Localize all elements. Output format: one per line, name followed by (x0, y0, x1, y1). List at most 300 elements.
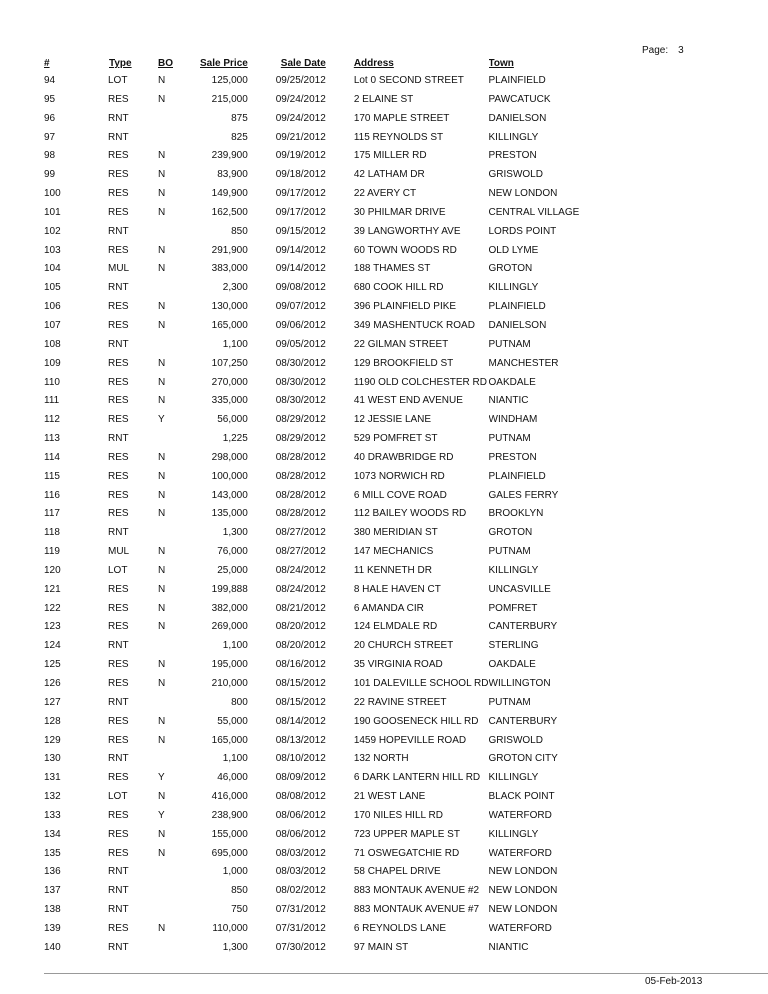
cell-town: DANIELSON (488, 112, 547, 124)
cell-address: 60 TOWN WOODS RD (353, 244, 457, 256)
cell-type: MUL (108, 546, 130, 558)
cell-bo: N (158, 489, 166, 501)
cell-address: 129 BROOKFIELD ST (353, 357, 454, 369)
table-row (44, 562, 589, 581)
cell-price: 210,000 (211, 678, 248, 689)
cell-type: RES (108, 809, 129, 821)
cell-address: 175 MILLER RD (353, 150, 427, 162)
cell-address: 396 PLAINFIELD PIKE (353, 301, 457, 313)
cell-address: 8 HALE HAVEN CT (353, 583, 441, 595)
cell-date: 08/13/2012 (275, 734, 326, 746)
cell-bo: N (158, 791, 166, 803)
cell-price: 215,000 (211, 93, 248, 105)
cell-address: 124 ELMDALE RD (353, 621, 438, 633)
cell-address: 170 MAPLE STREET (353, 112, 450, 124)
cell-date: 08/24/2012 (275, 583, 326, 595)
cell-date: 08/15/2012 (275, 696, 326, 708)
cell-type: RES (108, 734, 129, 746)
cell-bo: N (158, 508, 166, 520)
table-row (44, 449, 589, 468)
cell-address: 1190 OLD COLCHESTER RD (353, 376, 488, 388)
cell-address: 12 JESSIE LANE (353, 414, 432, 426)
cell-address: 723 UPPER MAPLE ST (353, 828, 460, 840)
cell-num: 111 (44, 395, 60, 407)
table-row (44, 637, 589, 656)
cell-town: WATERFORD (488, 847, 552, 859)
table-row (44, 411, 589, 430)
table-row (44, 920, 589, 939)
cell-type: RNT (108, 866, 129, 878)
cell-type: RNT (108, 527, 129, 539)
cell-price: 110,000 (212, 922, 248, 934)
cell-town: BLACK POINT (488, 791, 555, 803)
table-row (44, 788, 589, 807)
cell-address: 41 WEST END AVENUE (353, 395, 463, 407)
table-row (44, 732, 589, 751)
cell-date: 08/30/2012 (275, 376, 326, 388)
cell-address: 20 CHURCH STREET (353, 640, 454, 652)
cell-town: KILLINGLY (488, 564, 539, 576)
cell-type: LOT (108, 791, 128, 803)
cell-type: RES (108, 357, 129, 369)
table-row (44, 185, 589, 204)
cell-type: RES (108, 376, 129, 388)
cell-town: PAWCATUCK (488, 93, 551, 105)
cell-num: 130 (44, 753, 61, 765)
cell-date: 09/21/2012 (275, 131, 326, 143)
cell-price: 125,000 (211, 75, 248, 86)
cell-address: 6 REYNOLDS LANE (353, 922, 447, 934)
cell-price: 335,000 (211, 395, 248, 407)
cell-date: 08/24/2012 (275, 564, 326, 576)
cell-type: RES (108, 621, 129, 633)
table-row (44, 769, 589, 788)
cell-price: 238,900 (211, 809, 248, 821)
cell-address: 101 DALEVILLE SCHOOL RD (353, 678, 489, 689)
cell-price: 383,000 (211, 263, 248, 275)
cell-num: 113 (44, 433, 60, 445)
cell-price: 269,000 (211, 621, 248, 633)
cell-num: 140 (44, 941, 61, 953)
table-row (44, 129, 589, 148)
cell-date: 09/17/2012 (275, 188, 326, 200)
cell-date: 09/18/2012 (275, 169, 326, 181)
table-row (44, 166, 589, 185)
cell-price: 1,300 (222, 941, 248, 953)
cell-price: 143,000 (211, 489, 248, 501)
cell-type: RES (108, 188, 129, 200)
cell-type: RNT (108, 433, 129, 445)
cell-price: 162,500 (211, 206, 248, 218)
cell-bo: N (158, 678, 166, 689)
cell-address: 170 NILES HILL RD (353, 809, 443, 821)
cell-date: 08/08/2012 (275, 791, 326, 803)
cell-type: RES (108, 715, 129, 727)
cell-town: UNCASVILLE (488, 583, 551, 595)
cell-type: RNT (108, 696, 129, 708)
cell-address: 883 MONTAUK AVENUE #7 (353, 904, 480, 916)
cell-num: 101 (44, 206, 61, 218)
cell-date: 09/05/2012 (275, 338, 326, 350)
table-row (44, 713, 589, 732)
table-row (44, 581, 589, 600)
cell-type: RES (108, 508, 129, 520)
cell-date: 08/28/2012 (275, 508, 326, 520)
cell-num: 115 (44, 470, 60, 482)
cell-price: 25,000 (217, 564, 248, 576)
cell-num: 139 (44, 922, 61, 934)
cell-type: RES (108, 169, 129, 181)
cell-type: RES (108, 470, 129, 482)
cell-town: GRISWOLD (488, 169, 543, 181)
cell-price: 750 (231, 904, 248, 916)
col-header-num: # (44, 58, 50, 69)
cell-type: LOT (108, 564, 128, 576)
cell-date: 09/14/2012 (275, 244, 326, 256)
cell-date: 08/06/2012 (275, 809, 326, 821)
cell-num: 124 (44, 640, 61, 652)
cell-bo (158, 901, 200, 920)
cell-town: GROTON (488, 263, 533, 275)
cell-town: WILLINGTON (488, 678, 551, 689)
cell-date: 09/07/2012 (275, 301, 326, 313)
cell-address: 97 MAIN ST (353, 941, 409, 953)
table-row (44, 260, 589, 279)
cell-num: 136 (44, 866, 61, 878)
col-header-date: Sale Date (280, 58, 326, 69)
cell-address: 680 COOK HILL RD (353, 282, 444, 294)
cell-num: 119 (44, 546, 60, 558)
cell-town: CANTERBURY (488, 715, 558, 727)
cell-price: 56,000 (217, 414, 248, 426)
cell-date: 08/16/2012 (275, 659, 326, 671)
cell-bo (158, 223, 200, 242)
cell-town: WATERFORD (488, 922, 552, 934)
cell-price: 416,000 (211, 791, 248, 803)
cell-address: 35 VIRGINIA ROAD (353, 659, 443, 671)
table-row (44, 91, 589, 110)
table-row (44, 845, 589, 864)
cell-date: 08/20/2012 (275, 621, 326, 633)
table-row (44, 468, 589, 487)
table-row (44, 524, 589, 543)
cell-num: 129 (44, 734, 61, 746)
cell-bo: N (158, 621, 166, 633)
cell-town: GRISWOLD (488, 734, 543, 746)
cell-address: 21 WEST LANE (353, 791, 426, 803)
cell-num: 94 (44, 75, 56, 86)
cell-price: 850 (231, 885, 248, 897)
cell-price: 1,100 (222, 753, 248, 765)
table-row (44, 487, 589, 506)
cell-address: 1073 NORWICH RD (353, 470, 445, 482)
cell-price: 165,000 (211, 319, 248, 331)
cell-address: 58 CHAPEL DRIVE (353, 866, 441, 878)
cell-num: 127 (44, 696, 61, 708)
table-row (44, 392, 589, 411)
cell-date: 09/17/2012 (275, 206, 326, 218)
cell-num: 116 (44, 489, 60, 501)
cell-type: RNT (108, 885, 129, 897)
cell-num: 123 (44, 621, 61, 633)
cell-price: 1,300 (222, 527, 248, 539)
cell-address: 147 MECHANICS (353, 546, 434, 558)
table-row (44, 807, 589, 826)
col-header-price: Sale Price (200, 58, 248, 69)
cell-price: 149,900 (211, 188, 248, 200)
cell-address: 30 PHILMAR DRIVE (353, 206, 446, 218)
cell-address: 188 THAMES ST (353, 263, 431, 275)
cell-price: 800 (231, 696, 248, 708)
cell-town: LORDS POINT (488, 225, 557, 237)
cell-town: GROTON CITY (488, 753, 558, 765)
cell-bo: N (158, 319, 166, 331)
table-row (44, 298, 589, 317)
cell-town: KILLINGLY (488, 828, 539, 840)
cell-bo (158, 939, 200, 958)
cell-date: 08/15/2012 (275, 678, 326, 689)
cell-price: 1,100 (222, 640, 248, 652)
table-row (44, 882, 589, 901)
cell-num: 135 (44, 847, 61, 859)
cell-type: RES (108, 451, 129, 463)
cell-bo: N (158, 169, 166, 181)
cell-type: MUL (108, 263, 130, 275)
cell-type: RNT (108, 640, 129, 652)
cell-type: RES (108, 583, 129, 595)
cell-type: RES (108, 678, 129, 689)
cell-type: RES (108, 206, 129, 218)
cell-address: Lot 0 SECOND STREET (353, 75, 464, 86)
table-row (44, 656, 589, 675)
cell-address: 11 KENNETH DR (353, 564, 432, 576)
cell-bo: N (158, 470, 166, 482)
cell-num: 132 (44, 791, 61, 803)
cell-bo: N (158, 150, 166, 162)
cell-date: 08/28/2012 (275, 451, 326, 463)
cell-num: 96 (44, 112, 56, 124)
cell-bo (158, 637, 200, 656)
cell-town: NEW LONDON (488, 188, 558, 200)
table-row (44, 901, 589, 920)
footer-date: 05-Feb-2013 (645, 976, 703, 987)
cell-price: 298,000 (211, 451, 248, 463)
cell-bo: N (158, 301, 166, 313)
cell-town: WINDHAM (488, 414, 538, 426)
cell-price: 107,250 (211, 357, 248, 369)
cell-type: RNT (108, 338, 129, 350)
cell-type: RES (108, 414, 129, 426)
cell-num: 138 (44, 904, 61, 916)
cell-type: RES (108, 395, 129, 407)
cell-bo: N (158, 357, 166, 369)
cell-town: KILLINGLY (488, 772, 539, 784)
cell-price: 382,000 (211, 602, 248, 614)
table-header-row (44, 56, 589, 72)
col-header-bo: BO (158, 58, 173, 69)
cell-bo: N (158, 376, 166, 388)
cell-price: 155,000 (211, 828, 248, 840)
cell-date: 08/10/2012 (275, 753, 326, 765)
cell-date: 08/03/2012 (275, 866, 326, 878)
cell-town: POMFRET (488, 602, 538, 614)
cell-bo: N (158, 847, 166, 859)
cell-town: OLD LYME (488, 244, 539, 256)
cell-price: 55,000 (217, 715, 248, 727)
cell-num: 109 (44, 357, 61, 369)
cell-bo: Y (158, 772, 165, 784)
cell-num: 110 (44, 376, 60, 388)
cell-bo (158, 129, 200, 148)
cell-town: CENTRAL VILLAGE (488, 206, 580, 218)
cell-bo: Y (158, 809, 165, 821)
cell-address: 190 GOOSENECK HILL RD (353, 715, 479, 727)
cell-num: 121 (44, 583, 61, 595)
cell-town: WATERFORD (488, 809, 552, 821)
cell-town: MANCHESTER (488, 357, 559, 369)
cell-address: 42 LATHAM DR (353, 169, 425, 181)
table-row (44, 863, 589, 882)
cell-num: 125 (44, 659, 61, 671)
table-row (44, 72, 589, 91)
cell-price: 1,225 (222, 433, 248, 445)
table-row (44, 600, 589, 619)
cell-date: 08/28/2012 (275, 470, 326, 482)
cell-town: NIANTIC (488, 941, 529, 953)
cell-bo (158, 110, 200, 129)
table-row (44, 543, 589, 562)
cell-town: PUTNAM (488, 546, 531, 558)
cell-date: 08/03/2012 (275, 847, 326, 859)
cell-address: 6 AMANDA CIR (353, 602, 424, 614)
table-row (44, 430, 589, 449)
cell-num: 112 (44, 414, 60, 426)
cell-num: 100 (44, 188, 61, 200)
cell-price: 2,300 (222, 282, 248, 294)
cell-bo: N (158, 659, 166, 671)
cell-date: 09/24/2012 (275, 112, 326, 124)
cell-bo: N (158, 263, 166, 275)
cell-date: 09/08/2012 (275, 282, 326, 294)
cell-num: 103 (44, 244, 61, 256)
cell-town: OAKDALE (488, 376, 536, 388)
cell-type: RES (108, 150, 129, 162)
cell-date: 09/15/2012 (275, 225, 326, 237)
table-row (44, 336, 589, 355)
cell-price: 239,900 (211, 150, 248, 162)
table-row (44, 355, 589, 374)
cell-bo: N (158, 828, 166, 840)
cell-town: STERLING (488, 640, 539, 652)
cell-date: 09/24/2012 (275, 93, 326, 105)
cell-num: 107 (44, 319, 61, 331)
cell-town: BROOKLYN (488, 508, 544, 520)
cell-town: NEW LONDON (488, 904, 558, 916)
cell-num: 122 (44, 602, 61, 614)
cell-date: 09/06/2012 (275, 319, 326, 331)
cell-town: NEW LONDON (488, 866, 558, 878)
table-row (44, 242, 589, 261)
cell-price: 875 (231, 112, 248, 124)
cell-bo (158, 882, 200, 901)
cell-bo: N (158, 206, 166, 218)
cell-price: 850 (231, 225, 248, 237)
cell-price: 1,100 (222, 338, 248, 350)
cell-type: RNT (108, 282, 129, 294)
cell-price: 83,900 (217, 169, 248, 181)
cell-type: RES (108, 602, 129, 614)
cell-bo: N (158, 602, 166, 614)
cell-town: OAKDALE (488, 659, 536, 671)
cell-price: 130,000 (211, 301, 248, 313)
table-row (44, 618, 589, 637)
cell-date: 07/30/2012 (275, 941, 326, 953)
cell-price: 1,000 (222, 866, 248, 878)
cell-num: 128 (44, 715, 61, 727)
cell-date: 08/27/2012 (275, 527, 326, 539)
cell-date: 07/31/2012 (275, 922, 326, 934)
cell-address: 40 DRAWBRIDGE RD (353, 451, 454, 463)
cell-date: 08/21/2012 (275, 602, 326, 614)
cell-type: RES (108, 319, 129, 331)
cell-town: NIANTIC (488, 395, 529, 407)
cell-type: RES (108, 828, 129, 840)
cell-date: 08/28/2012 (275, 489, 326, 501)
cell-address: 115 REYNOLDS ST (353, 131, 444, 143)
cell-bo: N (158, 244, 166, 256)
cell-town: NEW LONDON (488, 885, 558, 897)
cell-town: DANIELSON (488, 319, 547, 331)
cell-bo (158, 336, 200, 355)
cell-address: 529 POMFRET ST (353, 433, 438, 445)
cell-bo (158, 524, 200, 543)
cell-town: KILLINGLY (488, 282, 539, 294)
table-row (44, 204, 589, 223)
cell-price: 195,000 (211, 659, 248, 671)
page-number: 3 (678, 45, 684, 56)
cell-bo (158, 750, 200, 769)
cell-town: CANTERBURY (488, 621, 558, 633)
cell-date: 08/30/2012 (275, 395, 326, 407)
table-row (44, 110, 589, 129)
cell-bo (158, 430, 200, 449)
cell-num: 99 (44, 169, 56, 181)
page-label: Page: (642, 45, 669, 56)
table-row (44, 826, 589, 845)
table-row (44, 374, 589, 393)
table-row (44, 223, 589, 242)
cell-price: 291,900 (211, 244, 248, 256)
table-row (44, 694, 589, 713)
cell-num: 108 (44, 338, 61, 350)
cell-num: 137 (44, 885, 61, 897)
cell-date: 08/14/2012 (275, 715, 326, 727)
cell-num: 106 (44, 301, 61, 313)
cell-bo (158, 863, 200, 882)
cell-address: 39 LANGWORTHY AVE (353, 225, 461, 237)
cell-bo: N (158, 75, 166, 86)
cell-num: 133 (44, 809, 61, 821)
cell-town: PUTNAM (488, 338, 531, 350)
cell-price: 695,000 (211, 847, 248, 859)
cell-num: 95 (44, 93, 56, 105)
cell-num: 118 (44, 527, 60, 539)
cell-bo: N (158, 564, 166, 576)
cell-bo: N (158, 395, 166, 407)
table-row (44, 750, 589, 769)
cell-num: 105 (44, 282, 61, 294)
cell-date: 07/31/2012 (275, 904, 326, 916)
